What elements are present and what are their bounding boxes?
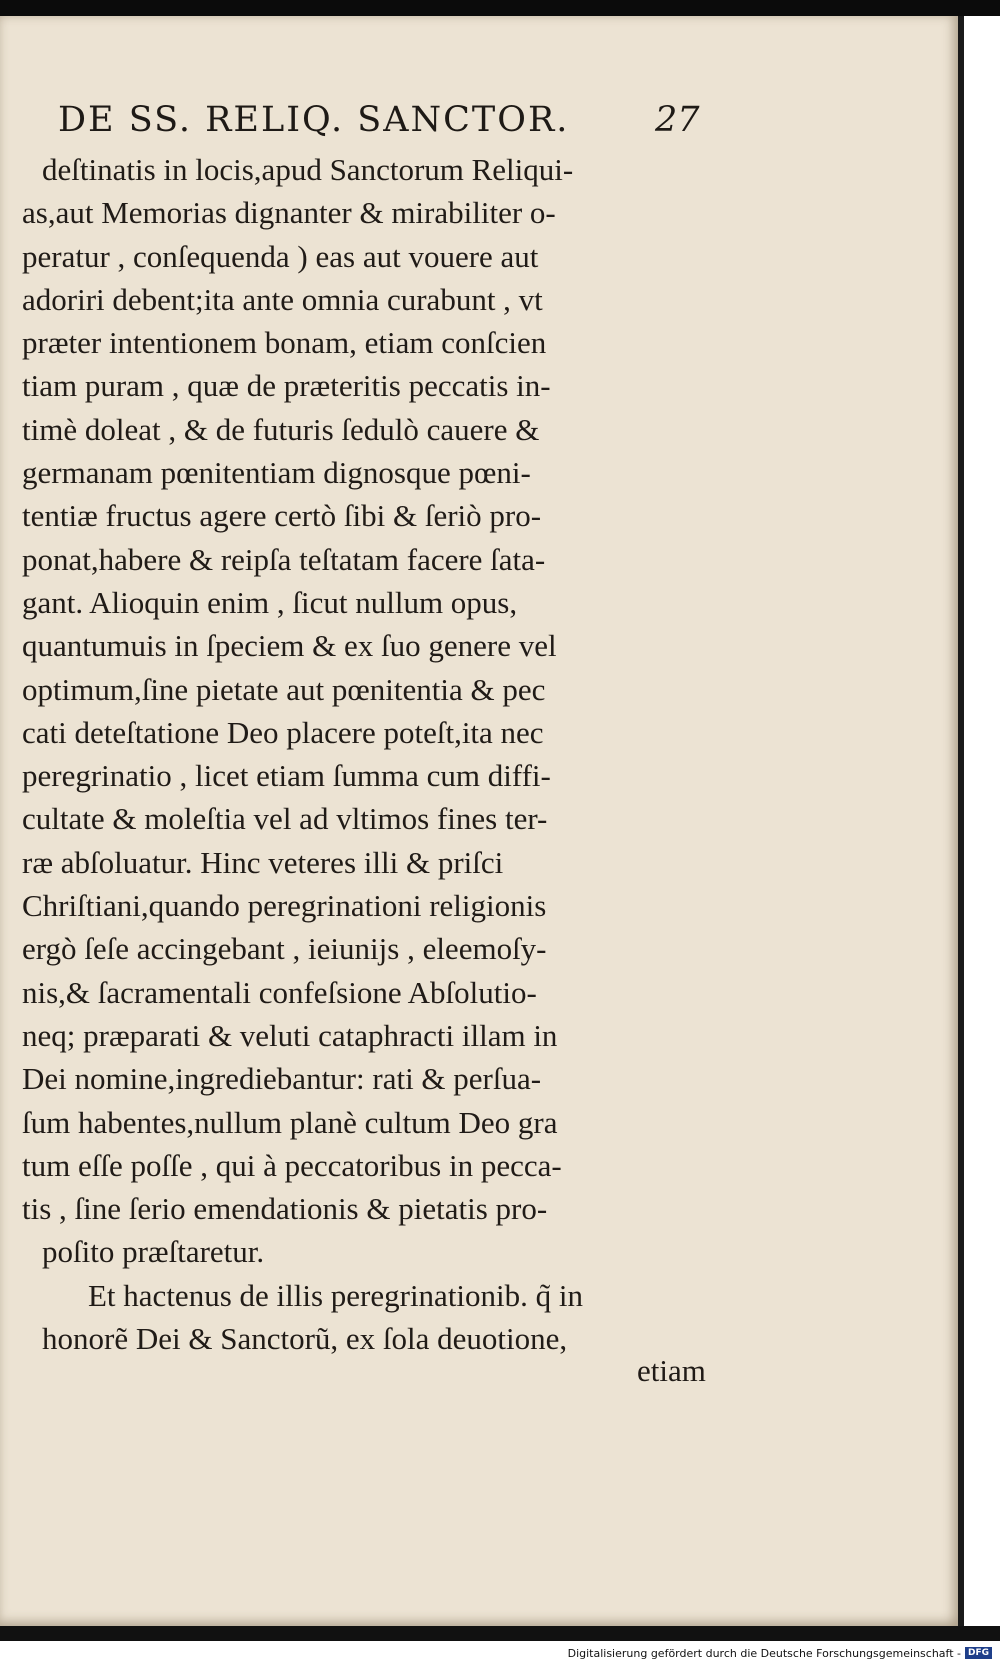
text-line: tiam puram , quæ de præteritis peccatis in- bbox=[22, 368, 551, 404]
text-line: peratur , conſequenda ) eas aut vouere aut bbox=[22, 238, 539, 274]
digitization-credit bbox=[568, 1646, 992, 1660]
bottom-border bbox=[0, 1626, 1000, 1641]
credit-text: Digitalisierung gefördert durch die Deutsche Forschungsgemeinschaft - bbox=[567, 1646, 961, 1660]
text-line: ræ abſoluatur. Hinc veteres illi & priſci bbox=[22, 844, 504, 880]
text-line: tum eſſe poſſe , qui à peccatoribus in pecca- bbox=[22, 1147, 562, 1183]
body-text bbox=[22, 148, 722, 1360]
text-line: germanam pœnitentiam dignosque pœni- bbox=[22, 455, 531, 491]
text-line: ergò ſeſe accingebant , ieiunijs , eleemoſy- bbox=[22, 931, 547, 967]
text-line: cultate & moleſtia vel ad vltimos fines ter- bbox=[22, 801, 548, 837]
paragraph-start-line: Et hactenus de illis peregrinationib. q̃ in bbox=[88, 1277, 584, 1313]
text-line: quantumuis in ſpeciem & ex ſuo genere vel bbox=[22, 628, 557, 664]
text-line: præter intentionem bonam, etiam conſcien bbox=[22, 325, 547, 361]
text-line: Chriſtiani,quando peregrinationi religionis bbox=[22, 888, 547, 924]
text-line: as,aut Memorias dignanter & mirabiliter o- bbox=[22, 195, 556, 231]
page-edge-shadow bbox=[958, 16, 964, 1626]
text-line: poſito præſtaretur. bbox=[42, 1234, 265, 1270]
text-line: peregrinatio , licet etiam ſumma cum diffi- bbox=[22, 758, 551, 794]
text-line: cati deteſtatione Deo placere poteſt,ita nec bbox=[22, 714, 544, 750]
text-line: ſum habentes,nullum planè cultum Deo gra bbox=[22, 1104, 558, 1140]
text-line: adoriri debent;ita ante omnia curabunt , vt bbox=[22, 281, 543, 317]
top-border bbox=[0, 0, 1000, 16]
text-line: tis , ſine ſerio emendationis & pietatis pro- bbox=[22, 1191, 548, 1227]
text-line: timè doleat , & de futuris ſedulò cauere & bbox=[22, 411, 540, 447]
running-title: DE SS. RELIQ. SANCTOR. bbox=[58, 100, 570, 140]
text-line: Dei nomine,ingrediebantur: rati & perſua- bbox=[22, 1061, 542, 1097]
catchword: etiam bbox=[637, 1353, 706, 1388]
page-number: 27 bbox=[655, 100, 700, 140]
dfg-logo-icon: DFG bbox=[965, 1647, 992, 1659]
text-line: ponat,habere & reipſa teſtatam facere ſata- bbox=[22, 541, 546, 577]
text-line: gant. Alioquin enim , ſicut nullum opus, bbox=[22, 584, 518, 620]
text-line: nis,& ſacramentali confeſsione Abſolutio- bbox=[22, 974, 537, 1010]
text-line: honorẽ Dei & Sanctorũ, ex ſola deuotione, bbox=[42, 1321, 568, 1357]
text-line: optimum,ſine pietate aut pœnitentia & pec bbox=[22, 671, 546, 707]
text-line: deſtinatis in locis,apud Sanctorum Reliqui- bbox=[42, 152, 574, 187]
text-line: neq; præparati & veluti cataphracti illam in bbox=[22, 1017, 558, 1053]
text-line: tentiæ fructus agere certò ſibi & ſeriò pro- bbox=[22, 498, 542, 534]
running-head bbox=[58, 100, 698, 150]
